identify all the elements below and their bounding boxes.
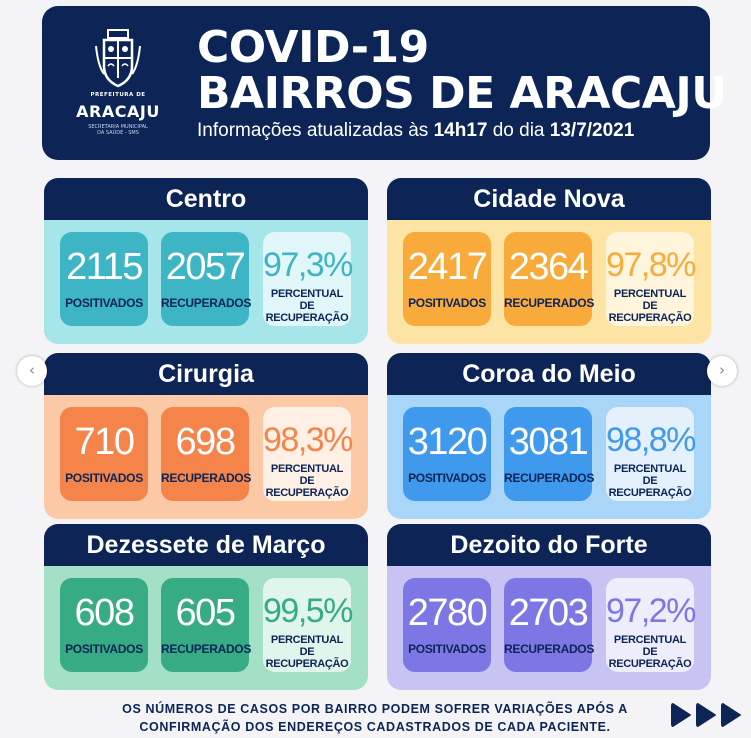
recuperados-label: RECUPERADOS	[504, 471, 595, 485]
positivos-value: 2115	[66, 246, 142, 288]
card-cirurgia	[44, 353, 368, 519]
percentual-label	[606, 463, 694, 499]
percentual-label-line1: PERCENTUAL DE	[613, 463, 687, 487]
card-dezessete-de-marco	[44, 524, 368, 690]
update-prefix: Informações atualizadas às	[197, 120, 434, 141]
card-coroa-do-meio	[387, 353, 711, 519]
recuperados-value: 2703	[508, 592, 588, 634]
card-body	[387, 566, 711, 690]
positivos-tile	[403, 578, 491, 672]
positivos-tile	[60, 232, 148, 326]
percentual-tile	[606, 578, 694, 672]
carousel-next-button[interactable]	[707, 356, 737, 386]
chevron-left-icon: ‹	[29, 361, 35, 379]
positivos-value: 2417	[407, 246, 487, 288]
percentual-value: 97,8%	[606, 246, 695, 284]
footer-disclaimer	[100, 700, 650, 736]
percentual-tile	[263, 232, 351, 326]
carousel-prev-button[interactable]	[17, 356, 47, 386]
arrow-right-icon	[695, 700, 717, 730]
percentual-label-line2: RECUPERAÇÃO	[608, 658, 692, 670]
positivos-value: 710	[74, 421, 134, 463]
recuperados-value: 2364	[508, 246, 588, 288]
positivos-label: POSITIVADOS	[408, 471, 486, 485]
percentual-tile	[263, 578, 351, 672]
recuperados-label: RECUPERADOS	[161, 471, 252, 485]
percentual-label-line1: PERCENTUAL DE	[613, 634, 687, 658]
card-title: Cidade Nova	[387, 178, 711, 220]
recuperados-tile	[161, 232, 252, 326]
card-title: Dezoito do Forte	[387, 524, 711, 566]
header-banner	[42, 6, 727, 160]
update-date: 13/7/2021	[549, 120, 635, 141]
positivos-tile	[403, 407, 491, 501]
percentual-tile	[606, 407, 694, 501]
recuperados-value: 3081	[508, 421, 588, 463]
logo-sub-line2: DA SAÚDE - SMS	[97, 130, 139, 136]
positivos-label: POSITIVADOS	[65, 642, 143, 656]
positivos-tile	[60, 407, 148, 501]
arrow-right-icon	[720, 700, 742, 730]
positivos-label: POSITIVADOS	[65, 296, 143, 310]
percentual-label	[606, 288, 694, 324]
logo-city: ARACAJU	[76, 102, 160, 121]
percentual-value: 98,8%	[606, 421, 695, 459]
percentual-value: 98,3%	[263, 421, 352, 459]
positivos-tile	[60, 578, 148, 672]
recuperados-tile	[504, 407, 595, 501]
recuperados-value: 605	[175, 592, 235, 634]
percentual-label-line2: RECUPERAÇÃO	[265, 487, 349, 499]
prefeitura-logo	[64, 24, 172, 144]
percentual-label-line1: PERCENTUAL DE	[613, 288, 687, 312]
update-info	[197, 120, 634, 142]
percentual-label	[606, 634, 694, 670]
arrow-right-icon	[670, 700, 692, 730]
percentual-label	[263, 288, 351, 324]
recuperados-tile	[161, 578, 252, 672]
recuperados-label: RECUPERADOS	[504, 296, 595, 310]
recuperados-label: RECUPERADOS	[504, 642, 595, 656]
logo-sub-line1: SECRETARIA MUNICIPAL	[88, 124, 148, 130]
percentual-label-line1: PERCENTUAL DE	[270, 634, 344, 658]
card-title: Cirurgia	[44, 353, 368, 395]
card-body	[44, 220, 368, 344]
card-cidade-nova	[387, 178, 711, 344]
card-title: Centro	[44, 178, 368, 220]
card-body	[387, 395, 711, 519]
percentual-label-line2: RECUPERAÇÃO	[265, 312, 349, 324]
recuperados-label: RECUPERADOS	[161, 642, 252, 656]
positivos-label: POSITIVADOS	[408, 642, 486, 656]
percentual-label-line2: RECUPERAÇÃO	[608, 487, 692, 499]
percentual-label-line2: RECUPERAÇÃO	[265, 658, 349, 670]
percentual-tile	[606, 232, 694, 326]
coat-of-arms-icon	[94, 26, 142, 88]
percentual-value: 97,3%	[263, 246, 352, 284]
logo-subtitle	[64, 124, 172, 136]
percentual-value: 97,2%	[606, 592, 695, 630]
positivos-value: 2780	[407, 592, 487, 634]
positivos-label: POSITIVADOS	[65, 471, 143, 485]
recuperados-tile	[504, 578, 595, 672]
recuperados-tile	[161, 407, 252, 501]
positivos-tile	[403, 232, 491, 326]
positivos-label: POSITIVADOS	[408, 296, 486, 310]
card-title: Coroa do Meio	[387, 353, 711, 395]
update-mid: do dia	[487, 120, 550, 141]
percentual-label-line1: PERCENTUAL DE	[270, 288, 344, 312]
recuperados-label: RECUPERADOS	[161, 296, 252, 310]
footer-line2: CONFIRMAÇÃO DOS ENDEREÇOS CADASTRADOS DE CADA PACIENTE.	[139, 720, 611, 734]
percentual-label	[263, 634, 351, 670]
update-time: 14h17	[433, 120, 488, 141]
card-body	[44, 566, 368, 690]
recuperados-value: 698	[175, 421, 235, 463]
positivos-value: 3120	[407, 421, 487, 463]
recuperados-value: 2057	[165, 246, 245, 288]
percentual-label	[263, 463, 351, 499]
card-body	[387, 220, 711, 344]
page-title: COVID-19	[197, 22, 429, 73]
percentual-label-line1: PERCENTUAL DE	[270, 463, 344, 487]
percentual-value: 99,5%	[263, 592, 352, 630]
card-dezoito-do-forte	[387, 524, 711, 690]
logo-prefeitura: PREFEITURA DE	[90, 92, 146, 98]
recuperados-tile	[504, 232, 595, 326]
percentual-label-line2: RECUPERAÇÃO	[608, 312, 692, 324]
card-title: Dezessete de Março	[44, 524, 368, 566]
page-subtitle: BAIRROS DE ARACAJU	[197, 68, 727, 119]
card-body	[44, 395, 368, 519]
footer-line1: OS NÚMEROS DE CASOS POR BAIRRO PODEM SOFRER VARIAÇÕES APÓS A	[122, 702, 628, 716]
card-centro	[44, 178, 368, 344]
percentual-tile	[263, 407, 351, 501]
chevron-right-icon: ›	[719, 361, 725, 379]
positivos-value: 608	[74, 592, 134, 634]
